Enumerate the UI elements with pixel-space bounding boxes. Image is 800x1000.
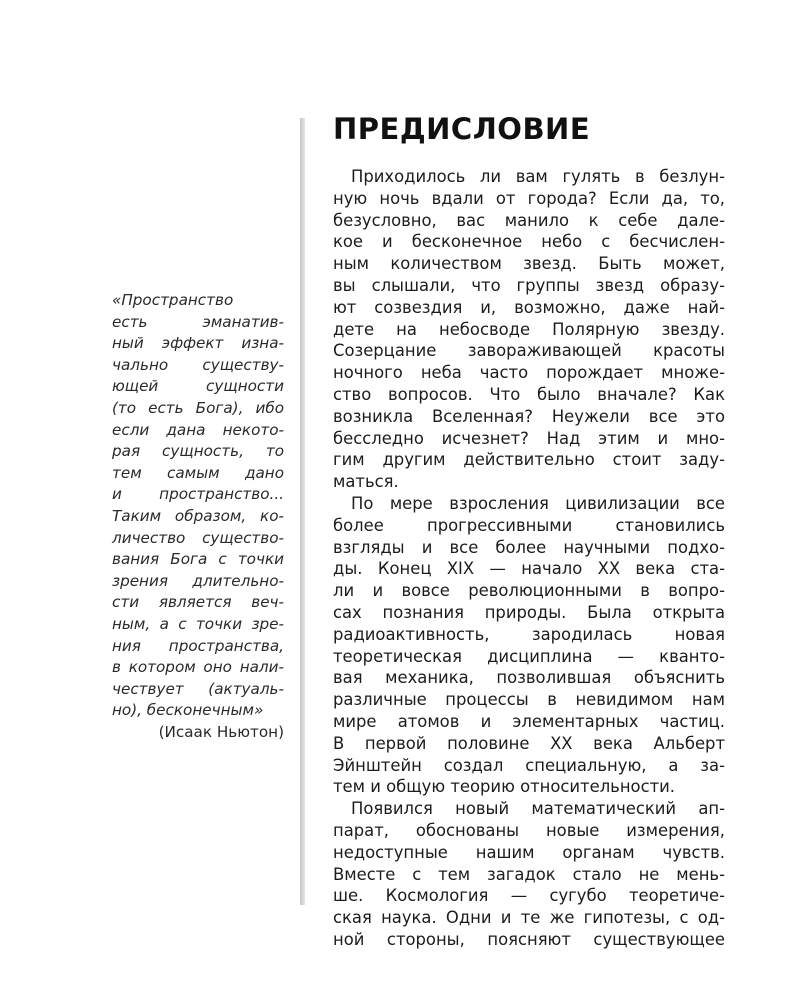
page-title: ПРЕДИСЛОВИЕ <box>333 112 591 146</box>
paragraph-line: ли и вовсе революционными в вопро- <box>333 581 725 601</box>
paragraph-line: более прогрессивными становились <box>333 515 725 535</box>
paragraph-line: маться. <box>333 472 399 492</box>
epigraph-author: (Исаак Ньютон) <box>158 722 284 741</box>
epigraph-line: вания Бога с точки <box>112 550 284 569</box>
epigraph-line: ный эффект изна- <box>112 334 284 353</box>
paragraph-line: Вместе с тем загадок стало не мень- <box>333 864 725 884</box>
epigraph-line: если дана некото- <box>112 420 284 439</box>
paragraph-line: вая механика, позволившая объяснить <box>333 668 725 688</box>
paragraph-line: безусловно, вас манило к себе дале- <box>333 210 725 230</box>
paragraph-line: парат, обоснованы новые измерения, <box>333 820 725 840</box>
paragraph-line: теоретическая дисциплина — кванто- <box>333 646 725 666</box>
epigraph-line: ным, а с точки зре- <box>112 614 284 633</box>
paragraph-line: ным количеством звезд. Быть может, <box>333 254 725 274</box>
epigraph-line: Таким образом, ко- <box>112 506 284 525</box>
epigraph-line: тем самым дано <box>112 463 284 482</box>
body-text <box>333 166 725 951</box>
paragraph-line: ной стороны, поясняют существующее <box>333 929 725 949</box>
epigraph-line: (то есть Бога), ибо <box>112 398 284 417</box>
epigraph-line: зрения длительно- <box>112 571 284 590</box>
paragraph-line: взгляды и все более научными подхо- <box>333 537 725 557</box>
epigraph-line: в котором оно нали- <box>112 658 284 677</box>
epigraph-line: чествует (актуаль- <box>112 679 284 698</box>
epigraph-line: есть эманатив- <box>112 312 284 331</box>
paragraph-line: недоступные нашим органам чувств. <box>333 842 725 862</box>
paragraph-line: ную ночь вдали от города? Если да, то, <box>333 188 725 208</box>
epigraph-line: сти является веч- <box>112 593 284 612</box>
paragraph-line: дете на небосводе Полярную звезду. <box>333 319 725 339</box>
paragraph-line: По мере взросления цивилизации все <box>351 493 725 513</box>
paragraph-line: вы слышали, что группы звезд образу- <box>333 275 725 295</box>
paragraph-line: Появился новый математический ап- <box>351 799 725 819</box>
epigraph-quote <box>112 290 284 743</box>
paragraph-line: ды. Конец XIX — начало XX века ста- <box>333 559 725 579</box>
paragraph-line: ночного неба часто порождает множе- <box>333 363 725 383</box>
paragraph-line: Приходилось ли вам гулять в безлун- <box>351 167 725 186</box>
paragraph-line: бесследно исчезнет? Над этим и мно- <box>333 428 725 448</box>
epigraph-line: чально существу- <box>112 355 284 374</box>
epigraph-line: «Пространство <box>112 291 234 309</box>
paragraph-line: тем и общую теорию относительности. <box>333 777 675 797</box>
paragraph-line: радиоактивность, зародилась новая <box>333 624 725 644</box>
paragraph-line: сах познания природы. Была открыта <box>333 602 725 622</box>
paragraph-line: мире атомов и элементарных частиц. <box>333 711 725 731</box>
paragraph-line: ют созвездия и, возможно, даже най- <box>333 297 725 317</box>
paragraph-line: гим другим действительно стоит заду- <box>333 450 725 470</box>
paragraph-line: Созерцание завораживающей красоты <box>333 341 725 361</box>
epigraph-line: ющей сущности <box>112 377 284 396</box>
epigraph-line: но), бесконечным» <box>112 701 264 720</box>
paragraph-line: В первой половине XX века Альберт <box>333 733 725 753</box>
paragraph-line: различные процессы в невидимом нам <box>333 690 725 710</box>
epigraph-line: и пространство... <box>112 485 284 504</box>
paragraph-line: Эйнштейн создал специальную, а за- <box>333 755 725 775</box>
paragraph-line: ше. Космология — сугубо теоретиче- <box>333 886 725 906</box>
paragraph-line: возникла Вселенная? Неужели все это <box>333 406 725 426</box>
paragraph-line: кое и бесконечное небо с бесчислен- <box>333 232 725 252</box>
epigraph-line: личество существо- <box>112 528 284 547</box>
epigraph-line: рая сущность, то <box>112 442 284 461</box>
vertical-divider <box>300 118 305 905</box>
paragraph-line: ская наука. Одни и те же гипотезы, с од- <box>333 908 725 928</box>
paragraph-line: ство вопросов. Что было вначале? Как <box>333 384 725 404</box>
epigraph-line: ния пространства, <box>112 636 284 655</box>
